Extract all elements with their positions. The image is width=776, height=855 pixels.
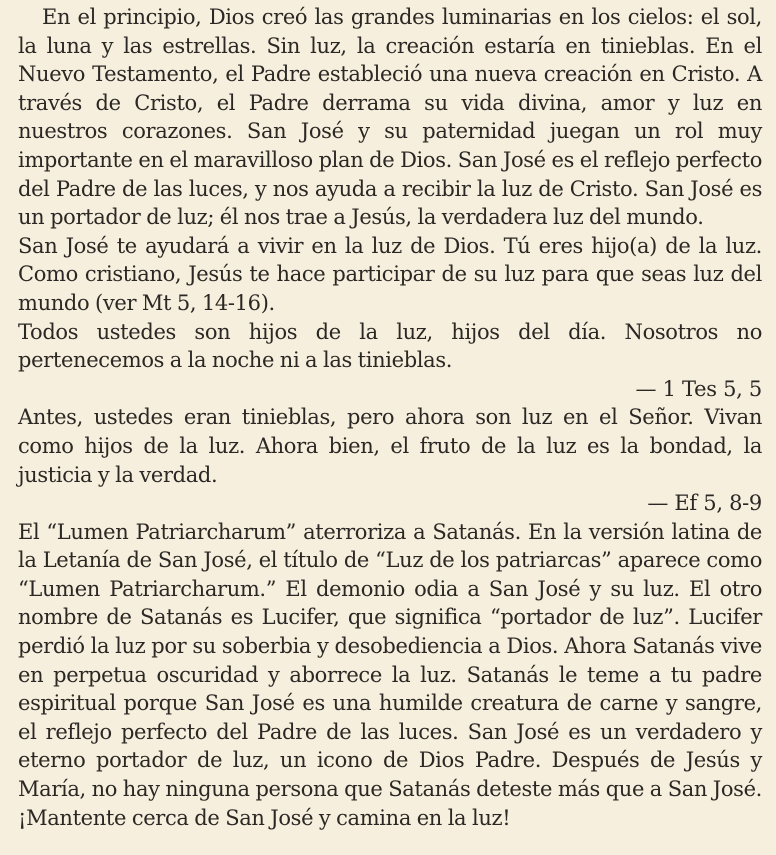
quote-thessalonians: Todos ustedes son hijos de la luz, hijos del día. Nosotros no pertenecemos a la noche ni a las tinieblas.: [18, 319, 762, 373]
paragraph-lumen-patriarcharum: El “Lumen Patriarcharum” aterroriza a Satanás. En la versión latina de la Letanía de San José, el título de “Luz de los patriarcas” aparece como “Lumen Patriarcharum.” El demonio odia a San José y su luz. El otro nombre de Satanás es Lucifer, que significa “portador de luz”. Lucifer perdió la luz por su soberbia y desobediencia a Dios. Ahora Satanás vive en perpetua oscuridad y aborrece la luz. Satanás le teme a tu padre espiritual porque San José es una humilde creatura de carne y sangre, el reflejo perfecto del Padre de las luces. San José es un verdadero y eterno portador de luz, un icono de Dios Padre. Después de Jesús y María, no hay ninguna persona que Satanás deteste más que a San José. ¡Mantente cerca de San José y camina en la luz!: [18, 519, 762, 830]
paragraph-live-in-light: San José te ayudará a vivir en la luz de Dios. Tú eres hijo(a) de la luz. Como cristiano, Jesús te hace participar de su luz para que seas luz del mundo (ver Mt 5, 14-16).: [18, 233, 762, 315]
paragraph-creation-light: En el principio, Dios creó las grandes luminarias en los cielos: el sol, la luna y las estrellas. Sin luz, la creación estaría en tinieblas. En el Nuevo Testamento, el Padre estableció una nueva creación en Cristo. A través de Cristo, el Padre derrama su vida divina, amor y luz en nuestros corazones. San José y su paternidad juegan un rol muy importante en el maravilloso plan de Dios. San José es el reflejo perfecto del Padre de las luces, y nos ayuda a recibir la luz de Cristo. San José es un portador de luz; él nos trae a Jesús, la verdadera luz del mundo.: [18, 5, 762, 230]
citation-ephesians: — Ef 5, 8-9: [647, 491, 762, 516]
citation-thessalonians: — 1 Tes 5, 5: [635, 376, 762, 401]
quote-ephesians: Antes, ustedes eran tinieblas, pero ahora son luz en el Señor. Vivan como hijos de la luz. Ahora bien, el fruto de la luz es la bondad, la justicia y la verdad.: [18, 405, 762, 487]
